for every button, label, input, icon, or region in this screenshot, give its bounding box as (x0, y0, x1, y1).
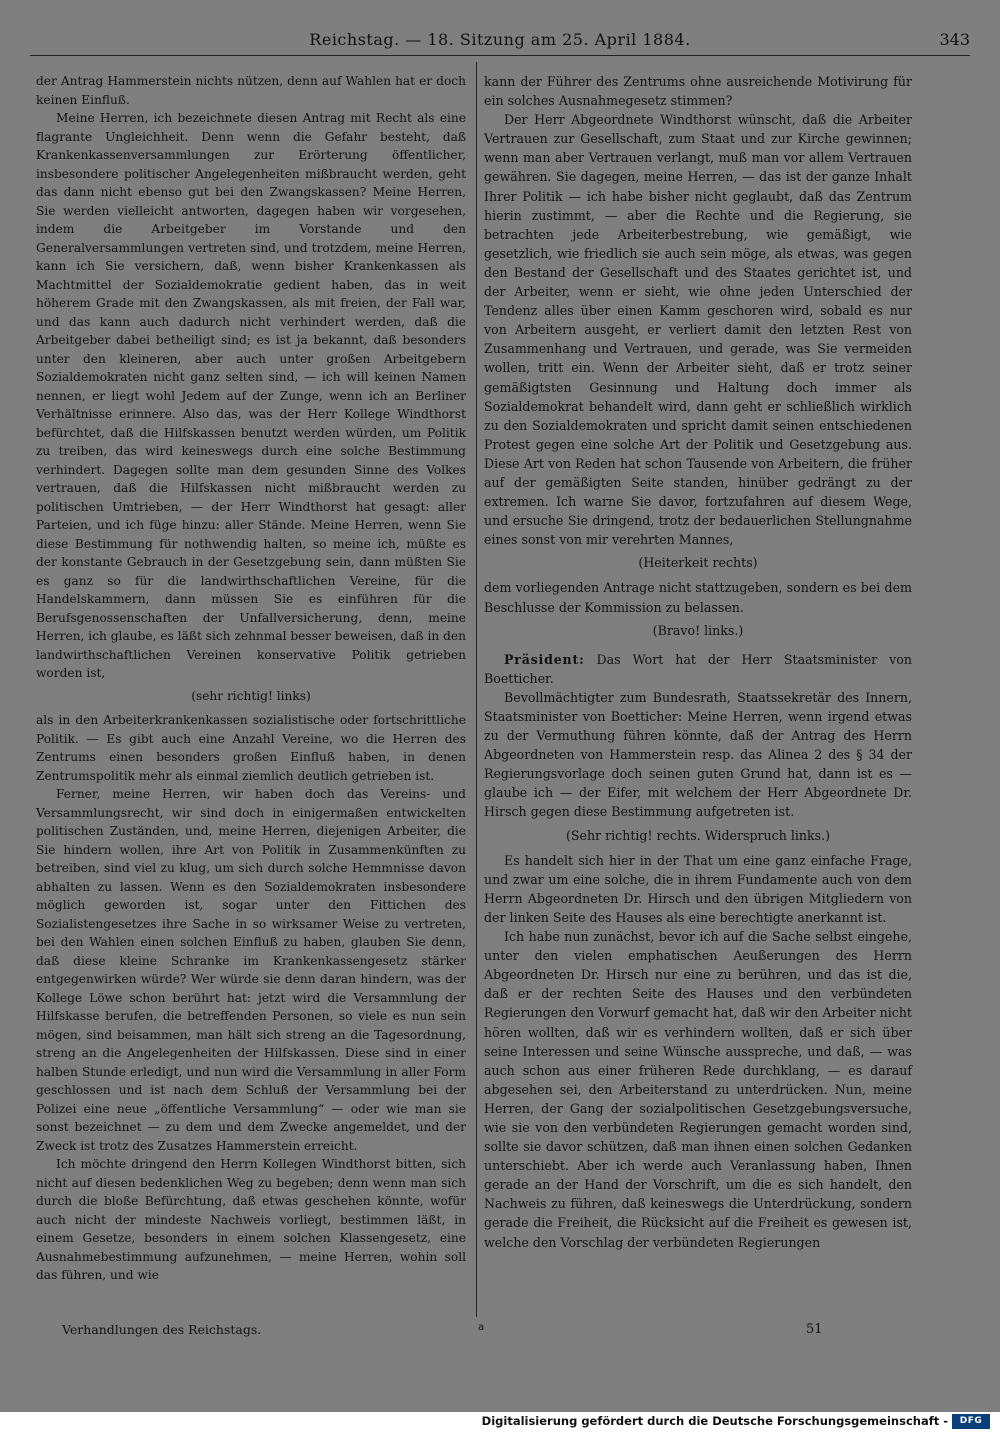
page-header (30, 30, 970, 52)
dfg-credit-text: Digitalisierung gefördert durch die Deutsche Forschungsgemeinschaft - (481, 1414, 948, 1428)
speaker-name: Präsident: (504, 651, 585, 667)
column-divider (476, 62, 477, 1317)
paragraph: der Antrag Hammerstein nichts nützen, denn auf Wahlen hat er doch keinen Einfluß. (36, 74, 466, 107)
paragraph: Ich habe nun zunächst, bevor ich auf die Sache selbst eingehe, unter den vielen emphatischen Aeußerungen des Herrn Abgeordneten Dr. Hirsch nur eine zu berühren, und das ist die, daß er der rechten Seite des Hauses und den verbündeten Regierungen den Vorwurf gemacht hat, daß wir den Arbeiter nicht hören wollten, daß wir es verhindern wollten, daß er sich über seine Interessen und seine Wünsche ausspreche, und daß, — was auch schon aus einer früheren Rede durchklang, — es darauf abgesehen sei, den Arbeiterstand zu unterdrücken. Nun, meine Herren, der Gang der sozialpolitischen Gesetzgebungsversuche, wie sie von den verbündeten Regierungen gemacht worden sind, sollte sie davor schützen, daß man ihnen einen solchen Gedanken unterschiebt. Aber ich werde auch Veranlassung haben, Ihnen gerade an der Hand der Vorschrift, um die es sich handelt, den Nachweis zu führen, daß keineswegs die Unterdrückung, sondern gerade die Freiheit, die Rücksicht auf die Freiheit es gewesen ist, welche den Vorschlag der verbündeten Regierungen (484, 929, 912, 1250)
interjection: (sehr richtig! links) (191, 688, 311, 703)
footer-mark: a (478, 1322, 485, 1333)
running-title: Reichstag. — 18. Sitzung am 25. April 1884. (309, 30, 691, 49)
interjection: (Bravo! links.) (652, 622, 744, 638)
interjection: (Heiterkeit rechts) (638, 555, 758, 571)
interjection: (Sehr richtig! rechts. Widerspruch links.) (565, 827, 830, 843)
paragraph: Es handelt sich hier in der That um eine ganz einfache Frage, und zwar um eine solche, die in ihrem Fundamente auch von dem Herrn Abgeordneten Dr. Hirsch und den übrigen Mitgliedern von der linken Seite des Hauses als eine berechtigte anerkannt ist. (484, 852, 912, 925)
footer-source: Verhandlungen des Reichstags. (62, 1322, 262, 1337)
page-number: 343 (939, 30, 970, 49)
paragraph: Ich möchte dringend den Herrn Kollegen Windthorst bitten, sich nicht auf diesen bedenklichen Weg zu begeben; denn wenn man sich durch die bloße Befürchtung, daß etwas geschehen könnte, wofür auch nicht der mindeste Nachweis vorliegt, bestimmen läßt, in einem Gesetze, besonders in einem solchen Klassengesetz, eine Ausnahmebestimmung aufzunehmen, — meine Herren, wohin soll das führen, und wie (36, 1157, 466, 1282)
right-column (484, 72, 912, 1252)
header-rule (30, 55, 970, 56)
speaker-paragraph (484, 650, 912, 688)
signature-number: 51 (806, 1322, 823, 1337)
paragraph: Der Herr Abgeordnete Windthorst wünscht, daß die Arbeiter Vertrauen zur Gesellschaft, zum Staat und zur Kirche gewinnen; wenn man aber Vertrauen verlangt, muß man vor allem Vertrauen gewähren. Sie dagegen, meine Herren, — das ist der ganze Inhalt Ihrer Politik — ich habe bisher nicht geglaubt, daß das Zentrum hierin zustimmt, — aber die Rechte und die Regierung, sie betrachten jede Arbeiterbestrebung, wie gemäßigt, wie gesetzlich, wie friedlich sie auch sein möge, als etwas, was gegen den Bestand der Gesellschaft und des Staates gerichtet ist, und der Arbeiter, wenn er sieht, wie ohne jeden Unterschied der Tendenz alles über einen Kamm geschoren wird, sobald es nur von Arbeitern ausgeht, er verliert damit den letzten Rest von Zusammenhang und Vertrauen, und gerade, was Sie vermeiden wollen, tritt ein. Wenn der Arbeiter sieht, daß er trotz seiner gemäßigtsten Gesinnung und Haltung doch immer als Sozialdemokrat behandelt wird, dann geht er schließlich wirklich zu den Sozialdemokraten und spricht damit seinen entschiedenen Protest gegen eine solche Art der Politik und Gesetzgebung aus. Diese Art von Reden hat schon Tausende von Arbeitern, die früher auf der gemäßigten Seite standen, hinüber gedrängt zu der extremen. Ich warne Sie davor, fortzufahren auf diesem Wege, und ersuche Sie dringend, trotz der bedauerlichen Stellungnahme eines sonst von mir verehrten Mannes, (484, 112, 912, 548)
paragraph: Bevollmächtigter zum Bundesrath, Staatssekretär des Innern, Staatsminister von Boetticher: Meine Herren, wenn irgend etwas zu der Vermuthung führen könnte, daß der Antrag des Herrn Abgeordneten von Hammerstein resp. das Alinea 2 des § 34 der Regierungsvorlage doch seinen guten Grund hat, dann ist es — glaube ich — der Eifer, mit welchem der Herr Abgeordnete Dr. Hirsch gegen diese Bestimmung aufgetreten ist. (484, 689, 912, 820)
paragraph: als in den Arbeiterkrankenkassen sozialistische oder fortschrittliche Politik. — Es gibt auch eine Anzahl Vereine, wo die Herren des Zentrums einen besonders großen Einfluß haben, in denen Zentrumspolitik mehr als einmal ziemlich deutlich getrieben ist. (36, 713, 466, 783)
paragraph: dem vorliegenden Antrage nicht stattzugeben, sondern es bei dem Beschlusse der Kommission zu belassen. (484, 580, 912, 615)
paragraph: Meine Herren, ich bezeichnete diesen Antrag mit Recht als eine flagrante Ungleichheit. Denn wenn die Gefahr besteht, daß Krankenkassenversammlungen zur Erörterung öffentlicher, insbesondere politischer Angelegenheiten mißbraucht werden, geht das dann nicht ebenso gut bei den Zwangskassen? Meine Herren, Sie werden vielleicht antworten, dagegen haben wir vorgesehen, indem die Arbeitgeber im Vorstande und den Generalversammlungen vertreten sind, und trotzdem, meine Herren, kann ich Sie versichern, daß, wenn bisher Krankenkassen als Machtmittel der Sozialdemokratie gedient haben, das in weit höherem Grade mit den Zwangskassen, als mit freien, der Fall war, und das kann auch dadurch nicht verhindert werden, daß die Arbeitgeber dabei betheiligt sind; es ist ja bekannt, daß besonders unter den kleineren, aber auch unter großen Arbeitgebern Sozialdemokraten nicht ganz selten sind, — ich will keinen Namen nennen, er liegt wohl Jedem auf der Zunge, wenn ich an Berliner Verhältnisse erinnere. Also das, was der Herr Kollege Windthorst befürchtet, daß die Hilfskassen benutzt werden würden, um Politik zu treiben, das wird keineswegs durch eine solche Bestimmung verhindert. Dagegen sollte man dem gesunden Sinne des Volkes vertrauen, daß die Hilfskassen nicht mißbraucht werden zu politischen Umtrieben, — der Herr Windthorst hat gesagt: aller Parteien, und ich füge hinzu: aller Stände. Meine Herren, wenn Sie diese Bestimmung für nothwendig halten, so meine ich, müßte es der konstante Gebrauch in der Gesetzgebung sein, dann müßten Sie es ganz so für die landwirthschaftlichen Vereine, für die Handelskammern, dann müssen Sie es einführen für die Berufsgenossenschaften der Unfallversicherung, denn, meine Herren, ich glaube, es läßt sich zehnmal besser beweisen, daß in den landwirthschaftlichen Vereinen konservative Politik getrieben worden ist, (36, 111, 466, 680)
credit-bar (0, 1412, 1000, 1432)
speaker-text: Das Wort hat der Herr Staatsminister von Boetticher. (484, 651, 912, 686)
left-column (36, 72, 466, 1285)
dfg-logo: DFG (952, 1414, 990, 1429)
paragraph: Ferner, meine Herren, wir haben doch das Vereins- und Versammlungsrecht, wir sind doch in einigermaßen entwickelten politischen Zuständen, und, meine Herren, diejenigen Arbeiter, die Sie hindern wollen, ihre Art von Politik in Zusammenkünften zu betreiben, sind viel zu klug, um sich durch solche Hemmnisse davon abhalten zu lassen. Wenn es den Sozialdemokraten insbesondere möglich geworden ist, sogar unter den Fittichen des Sozialistengesetzes ihre Sache in so wirksamer Weise zu vertreten, bei den Wahlen einen solchen Einfluß zu haben, glauben Sie denn, daß diese kleine Schranke im Krankenkassengesetz stärker entgegenwirken würde? Wer würde sie denn daran hindern, was der Kollege Löwe schon berührt hat: jetzt wird die Versammlung der Hilfskasse berufen, die betreffenden Personen, so viele es nun sein mögen, sind beisammen, man hält sich streng an die Tagesordnung, streng an die Angelegenheiten der Hilfskassen. Diese sind in einer halben Stunde erledigt, und nun wird die Versammlung in aller Form geschlossen und ist nach dem Schluß der Versammlung bei der Polizei eine neue „öffentliche Versammlung“ — oder wie man sie sonst bezeichnet — zu dem und dem Zwecke angemeldet, und der Zweck ist trotz des Zusatzes Hammerstein erreicht. (36, 787, 466, 1153)
paragraph: kann der Führer des Zentrums ohne ausreichende Motivirung für ein solches Ausnahmegesetz stimmen? (484, 74, 912, 109)
